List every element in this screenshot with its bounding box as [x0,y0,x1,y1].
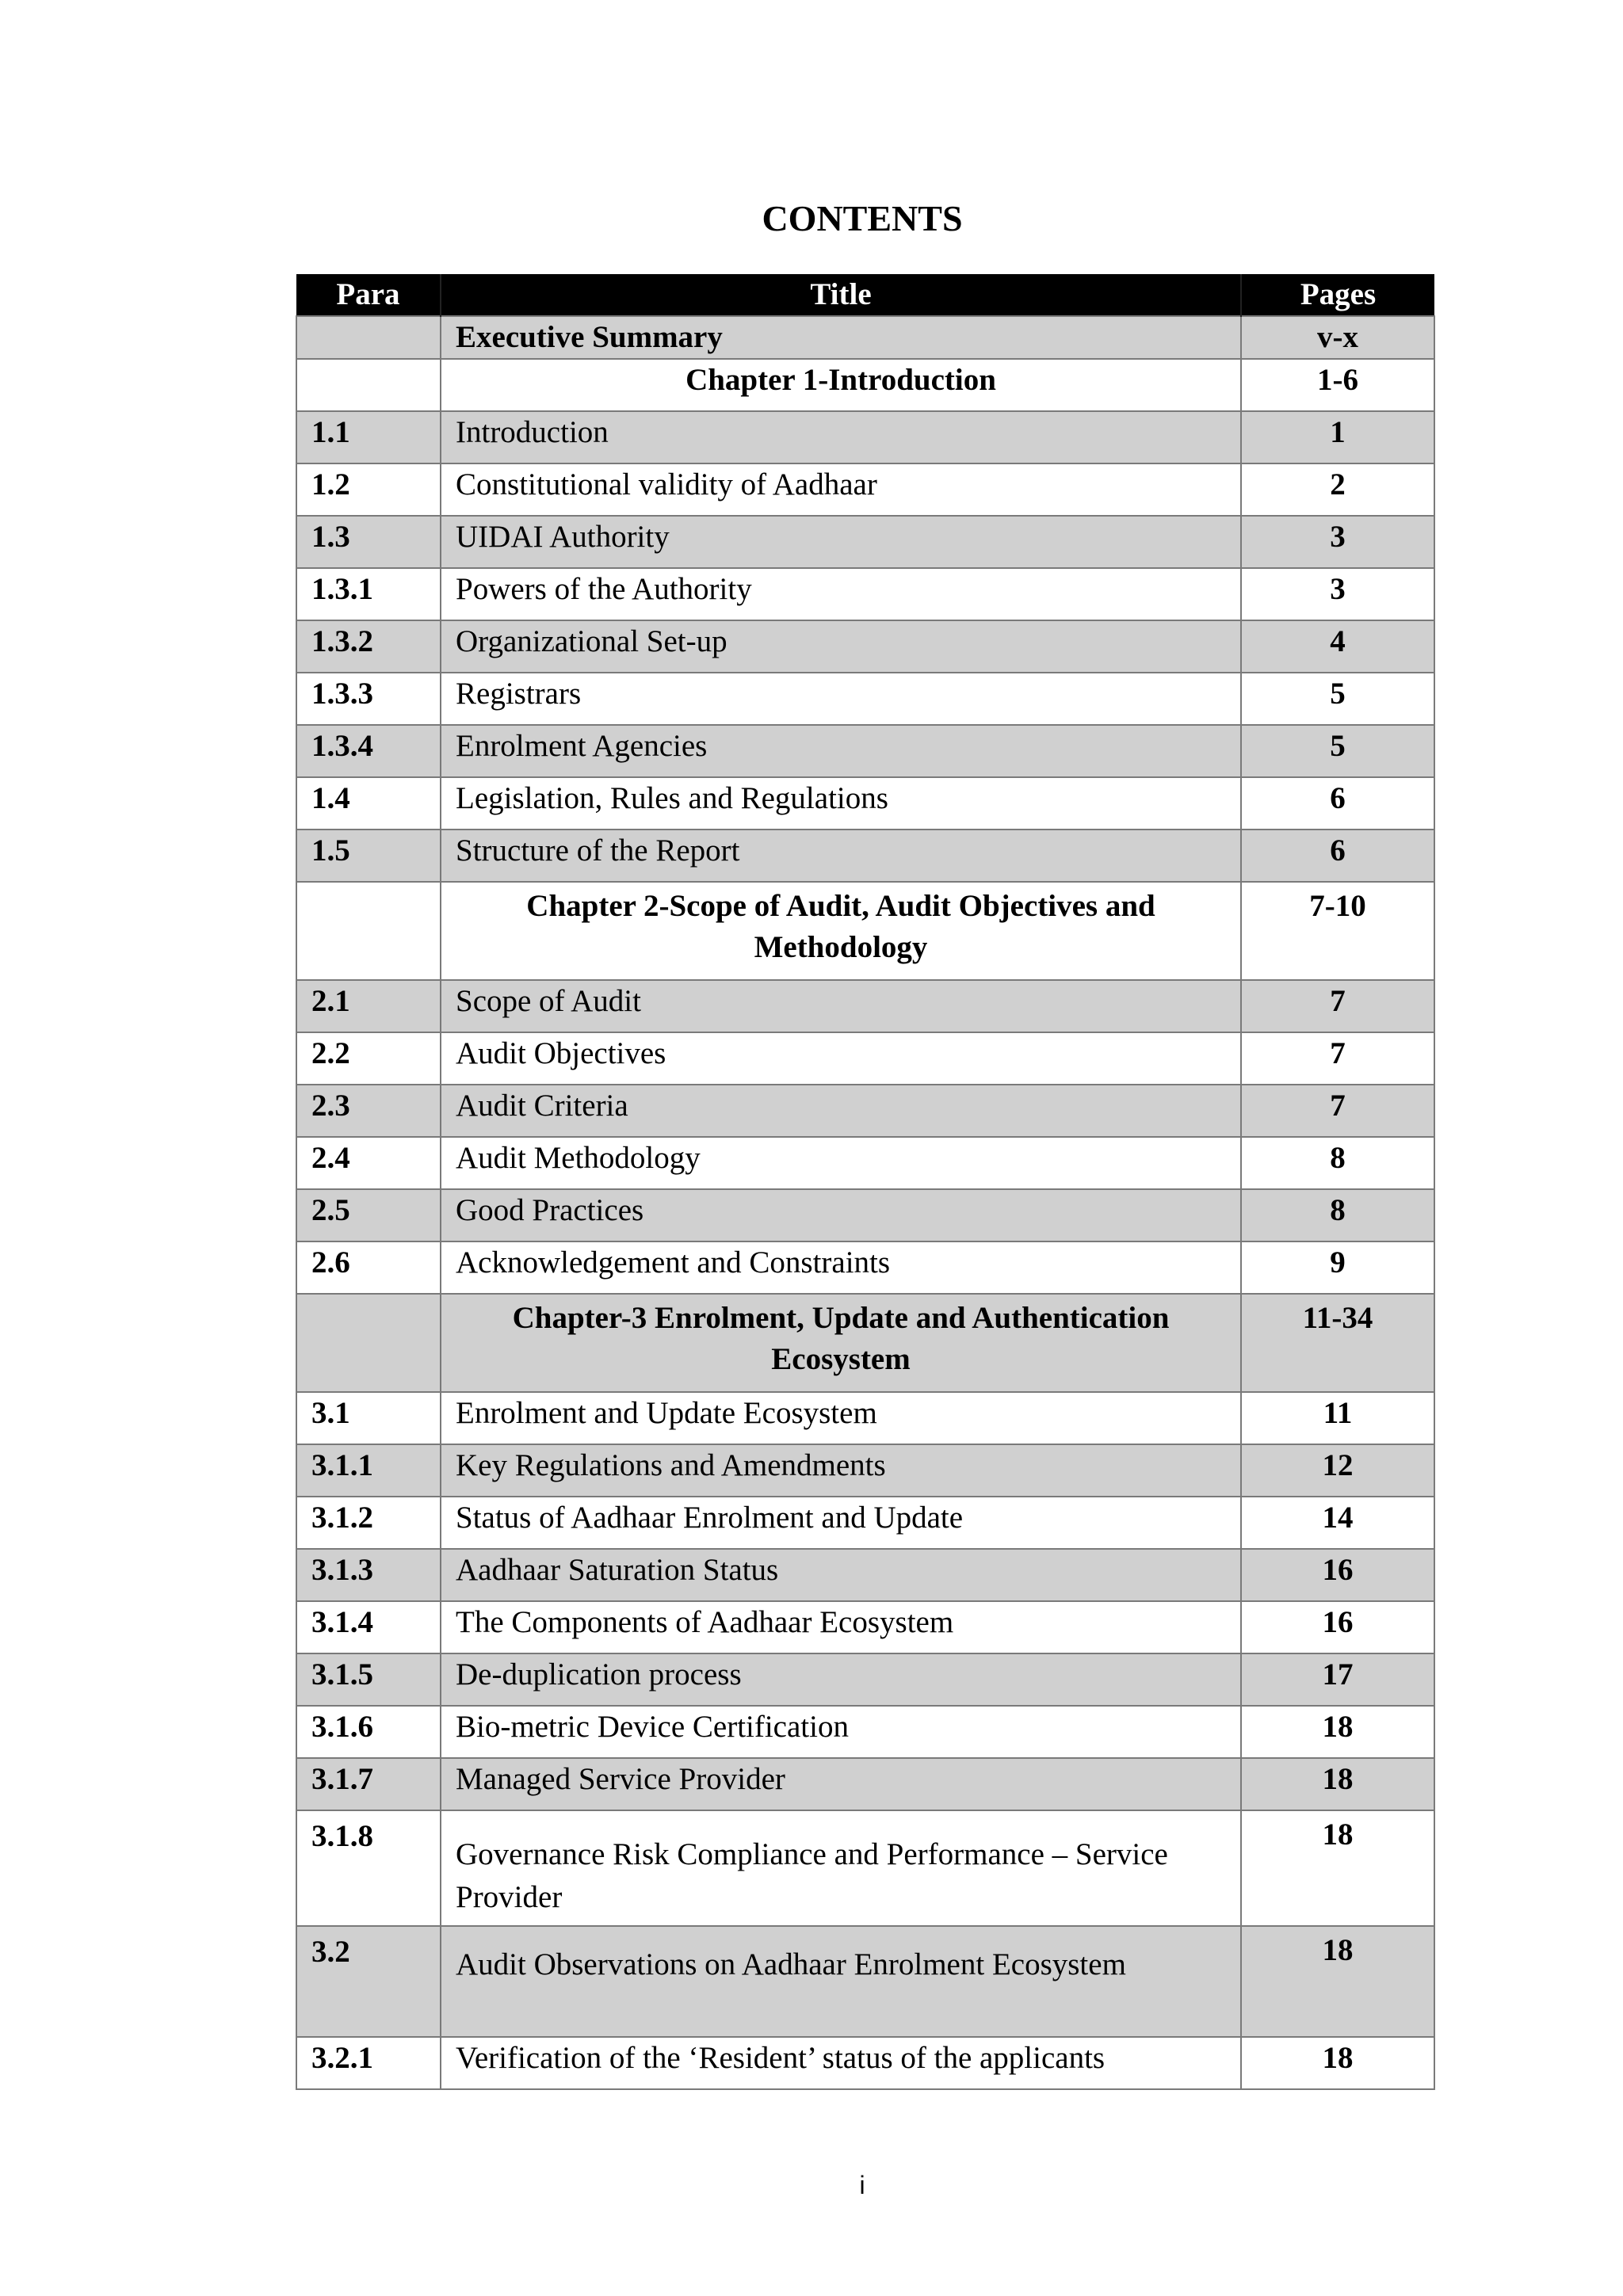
row-title: De-duplication process [441,1653,1241,1706]
row-para: 3.1.3 [296,1549,441,1601]
table-row [296,777,1434,830]
row-title: Managed Service Provider [441,1758,1241,1810]
row-pages: 11 [1241,1392,1434,1444]
row-pages: 8 [1241,1189,1434,1241]
row-para: 2.4 [296,1137,441,1189]
table-row [296,1653,1434,1706]
table-row [296,1758,1434,1810]
row-para: 2.5 [296,1189,441,1241]
row-para: 1.3.4 [296,725,441,777]
row-title: Scope of Audit [441,980,1241,1032]
row-pages: 8 [1241,1137,1434,1189]
row-pages: v-x [1241,316,1434,359]
row-para: 3.1.6 [296,1706,441,1758]
table-row [296,882,1434,980]
row-title: Key Regulations and Amendments [441,1444,1241,1497]
row-pages: 12 [1241,1444,1434,1497]
row-pages: 9 [1241,1241,1434,1294]
row-title: The Components of Aadhaar Ecosystem [441,1601,1241,1653]
table-row [296,1294,1434,1392]
row-pages: 18 [1241,2037,1434,2089]
row-pages: 1 [1241,411,1434,463]
row-para: 1.3 [296,516,441,568]
row-pages: 11-34 [1241,1294,1434,1392]
row-pages: 7 [1241,980,1434,1032]
table-row [296,830,1434,882]
row-para: 3.1 [296,1392,441,1444]
row-para: 3.1.4 [296,1601,441,1653]
row-para [296,316,441,359]
row-title: Audit Objectives [441,1032,1241,1085]
row-title: Enrolment Agencies [441,725,1241,777]
table-row [296,316,1434,359]
row-para: 1.5 [296,830,441,882]
row-para: 1.2 [296,463,441,516]
table-row [296,1137,1434,1189]
row-pages: 17 [1241,1653,1434,1706]
row-title: Good Practices [441,1189,1241,1241]
table-row [296,1549,1434,1601]
contents-table [296,274,1435,2090]
header-row [296,274,1434,316]
row-title: Bio-metric Device Certification [441,1706,1241,1758]
table-row [296,2037,1434,2089]
row-pages: 14 [1241,1497,1434,1549]
row-title: Powers of the Authority [441,568,1241,620]
row-pages: 16 [1241,1549,1434,1601]
row-title: Verification of the ‘Resident’ status of the applicants [441,2037,1241,2089]
row-title: Introduction [441,411,1241,463]
row-pages: 3 [1241,516,1434,568]
table-row [296,1497,1434,1549]
row-title: Constitutional validity of Aadhaar [441,463,1241,516]
row-title: Legislation, Rules and Regulations [441,777,1241,830]
row-para: 2.2 [296,1032,441,1085]
row-pages: 5 [1241,725,1434,777]
table-row [296,1241,1434,1294]
row-para: 1.3.2 [296,620,441,673]
row-para: 3.2.1 [296,2037,441,2089]
table-row [296,463,1434,516]
page-title: CONTENTS [762,198,963,238]
row-title: Registrars [441,673,1241,725]
row-title: Structure of the Report [441,830,1241,882]
row-para: 1.1 [296,411,441,463]
row-para: 2.1 [296,980,441,1032]
page-number: i [859,2171,865,2199]
table-row [296,620,1434,673]
table-row [296,359,1434,411]
table-row [296,725,1434,777]
row-para: 3.1.2 [296,1497,441,1549]
contents-body [296,316,1434,2089]
row-pages: 7 [1241,1085,1434,1137]
row-para: 1.3.3 [296,673,441,725]
row-title: Governance Risk Compliance and Performance – Service Provider [441,1810,1241,1926]
row-para: 1.4 [296,777,441,830]
row-pages: 16 [1241,1601,1434,1653]
row-title: Status of Aadhaar Enrolment and Update [441,1497,1241,1549]
row-para [296,359,441,411]
table-row [296,411,1434,463]
row-pages: 1-6 [1241,359,1434,411]
row-title: Chapter 2-Scope of Audit, Audit Objectives and Methodology [441,882,1241,980]
row-pages: 7-10 [1241,882,1434,980]
table-row [296,1810,1434,1926]
row-title: Audit Methodology [441,1137,1241,1189]
row-para [296,882,441,980]
row-pages: 18 [1241,1758,1434,1810]
row-para: 3.1.5 [296,1653,441,1706]
row-pages: 18 [1241,1810,1434,1926]
row-title: Chapter-3 Enrolment, Update and Authentication Ecosystem [441,1294,1241,1392]
table-row [296,568,1434,620]
row-pages: 5 [1241,673,1434,725]
table-row [296,1444,1434,1497]
table-row [296,516,1434,568]
row-para: 1.3.1 [296,568,441,620]
row-title: Executive Summary [441,316,1241,359]
row-title: Audit Criteria [441,1085,1241,1137]
row-para: 3.2 [296,1926,441,2037]
row-para [296,1294,441,1392]
row-para: 2.3 [296,1085,441,1137]
row-pages: 2 [1241,463,1434,516]
row-pages: 3 [1241,568,1434,620]
row-pages: 4 [1241,620,1434,673]
row-para: 3.1.7 [296,1758,441,1810]
header-pages: Pages [1241,274,1434,316]
row-pages: 18 [1241,1706,1434,1758]
row-title: Organizational Set-up [441,620,1241,673]
row-para: 3.1.8 [296,1810,441,1926]
header-para: Para [296,274,441,316]
row-title: Chapter 1-Introduction [441,359,1241,411]
row-title: Enrolment and Update Ecosystem [441,1392,1241,1444]
table-row [296,1189,1434,1241]
table-row [296,1032,1434,1085]
table-row [296,1706,1434,1758]
row-title: Audit Observations on Aadhaar Enrolment Ecosystem [441,1926,1241,2037]
row-pages: 7 [1241,1032,1434,1085]
row-pages: 6 [1241,830,1434,882]
table-row [296,1926,1434,2037]
table-row [296,673,1434,725]
row-para: 2.6 [296,1241,441,1294]
row-title: Aadhaar Saturation Status [441,1549,1241,1601]
row-pages: 6 [1241,777,1434,830]
row-title: Acknowledgement and Constraints [441,1241,1241,1294]
row-title: UIDAI Authority [441,516,1241,568]
table-row [296,1085,1434,1137]
row-pages: 18 [1241,1926,1434,2037]
table-row [296,1392,1434,1444]
table-row [296,1601,1434,1653]
header-title: Title [441,274,1241,316]
row-para: 3.1.1 [296,1444,441,1497]
table-row [296,980,1434,1032]
